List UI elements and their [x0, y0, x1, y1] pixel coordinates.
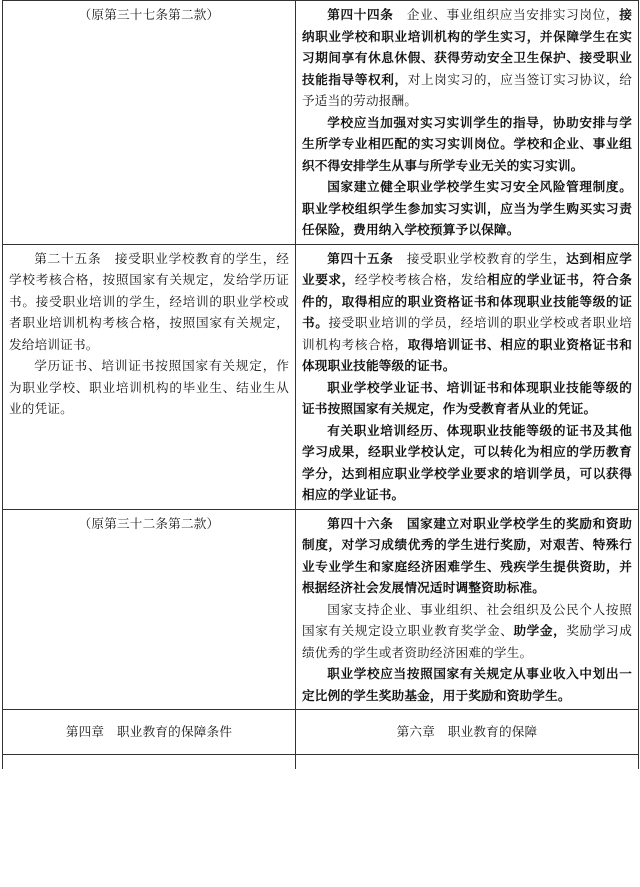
left-cell: [3, 509, 296, 710]
right-cell: [296, 509, 639, 710]
bold-text-run: 第四十五条: [327, 250, 394, 266]
bold-text-run: 国家建立健全职业学校学生实习安全风险管理制度。职业学校组织学生参加实习实训，应当为学生购买实习责任保险，费用纳入学校预算予以保障。: [302, 179, 632, 237]
text-run: 国家支持企业、事业组织、社会组织及公民个人按照国家有关规定设立职业教育奖学金、: [302, 601, 632, 638]
table-body: [3, 1, 639, 770]
bold-text-run: 助学金，: [513, 623, 567, 638]
new-article-paragraph: [302, 112, 632, 177]
bold-text-run: 职业学校学业证书、培训证书和体现职业技能等级的证书按照国家有关规定，作为受教育者从业的凭证。: [302, 379, 632, 416]
bold-text-run: 第四十四条: [327, 7, 394, 22]
chapter-heading-row: [3, 710, 639, 755]
bold-text-run: 职业学校应当按照国家有关规定从事业收入中划出一定比例的学生奖助基金，用于奖励和资助学生。: [302, 666, 632, 703]
right-cell: [296, 1, 639, 245]
new-article-paragraph: [302, 513, 632, 599]
table-row-article-45: [3, 244, 639, 509]
source-note: （原第三十二条第二款）: [78, 515, 220, 531]
right-cell: [296, 755, 639, 770]
left-cell: [3, 244, 296, 509]
text-run: 奖励学习成绩优秀的学生或者资助经济困难的学生。: [302, 623, 633, 660]
left-cell: [3, 755, 296, 770]
comparison-table: [2, 0, 638, 769]
bold-text-run: 接纳职业学校和职业培训机构的学生实习，并保障学生在实习期间享有休息休假、获得劳动安全卫生保护、接受职业技能指导等权利，: [302, 7, 633, 87]
old-article-paragraph: 第二十五条 接受职业学校教育的学生，经学校考核合格，按照国家有关规定，发给学历证书。接受职业培训的学生，经培训的职业学校或者职业培训机构考核合格，按照国家有关规定，发给培训证书。: [9, 250, 289, 352]
right-cell: [296, 244, 639, 509]
new-article-paragraph: [302, 420, 632, 506]
new-article-paragraph: [302, 599, 632, 664]
new-article-paragraph: [302, 663, 632, 706]
new-article-paragraph: [302, 4, 632, 112]
text-run: 企业、事业组织应当安排实习岗位，: [393, 7, 620, 22]
table-row-continuation: [3, 755, 639, 770]
bold-text-run: 取得培训证书、相应的职业资格证书和体现职业技能等级的证书。: [302, 336, 632, 373]
new-article-paragraph: [302, 377, 632, 420]
bold-text-run: 国家建立对职业学校学生的奖励和资助制度，对学习成绩优秀的学生进行奖励，对艰苦、特殊行业专业学生和家庭经济困难学生、残疾学生提供资助，并根据经济社会发展情况适时调整资助标准。: [302, 515, 632, 595]
text-run: 接受职业学校教育的学生，: [393, 250, 567, 266]
new-article-paragraph: [302, 176, 632, 241]
source-note: （原第三十七条第二款）: [78, 7, 220, 22]
bold-text-run: 有关职业培训经历、体现职业技能等级的证书及其他学习成果，经职业学校认定，可以转化为相应的学历教育学分，达到相应职业学校学业要求的培训学员，可以获得相应的学业证书。: [302, 422, 632, 502]
bold-text-run: 第四十六条: [327, 515, 394, 531]
text-run: 经学校考核合格，发给: [354, 272, 488, 287]
table-row-article-46: [3, 509, 639, 710]
table-row-article-44: [3, 1, 639, 245]
chapter-heading-new: 第六章 职业教育的保障: [296, 710, 639, 755]
left-cell: [3, 1, 296, 245]
chapter-heading-old: 第四章 职业教育的保障条件: [3, 710, 296, 755]
text-run: 接受职业培训的学员，经培训的职业学校或者职业培训机构考核合格，: [302, 315, 632, 352]
text-run: 对上岗实习的，应当签订实习协议，给予适当的劳动报酬。: [302, 71, 632, 108]
bold-text-run: 学校应当加强对实习实训学生的指导，协助安排与学生所学专业相匹配的实习实训岗位。学校和企业、事业组织不得安排学生从事与所学专业无关的实习实训。: [302, 114, 632, 173]
bold-text-run: 相应的学业证书，符合条件的，取得相应的职业资格证书和体现职业技能等级的证书。: [302, 272, 633, 330]
bold-text-run: 达到相应学业要求，: [302, 250, 633, 287]
new-article-paragraph: [302, 248, 632, 377]
old-article-paragraph: 学历证书、培训证书按照国家有关规定，作为职业学校、职业培训机构的毕业生、结业生从业的凭证。: [9, 358, 289, 416]
